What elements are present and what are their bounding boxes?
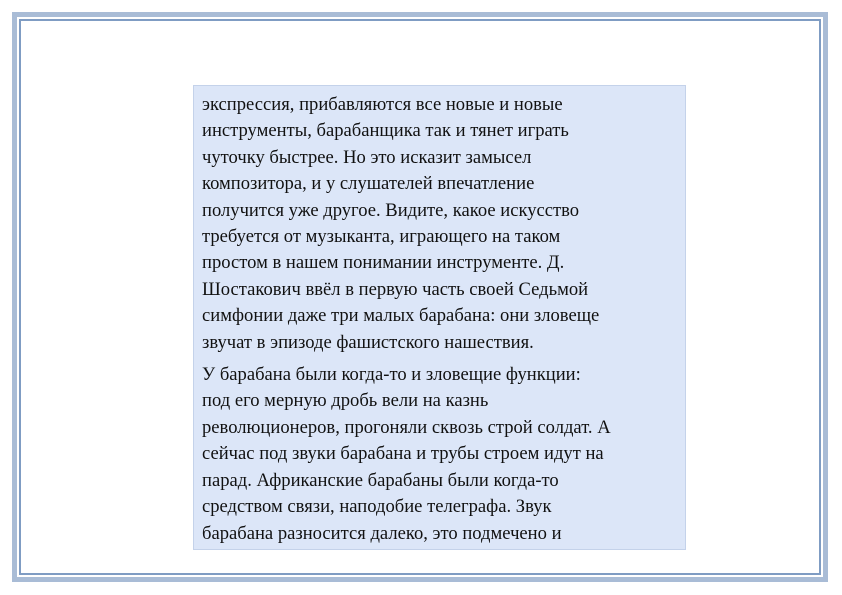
text-box bbox=[193, 85, 686, 550]
paragraph-2: У барабана были когда-то и зловещие функции: под его мерную дробь вели на казнь революционеров, прогоняли сквозь строй солдат. А сейчас под звуки барабана и трубы строем идут на парад. Африканские барабаны были когда-то средством связи, наподобие телеграфа. Звук барабана разносится далеко, это подмечено и bbox=[202, 364, 611, 544]
paragraph-1: экспрессия, прибавляются все новые и новые инструменты, барабанщика так и тянет играть чуточку быстрее. Но это исказит замысел композитора, и у слушателей впечатление получится уже другое. Видите, какое искусство требуется от музыканта, играющего на таком простом в нашем понимании инструменте. Д. Шостакович ввёл в первую часть своей Седьмой симфонии даже три малых барабана: они зловеще звучат в эпизоде фашистского нашествия. bbox=[202, 94, 600, 353]
